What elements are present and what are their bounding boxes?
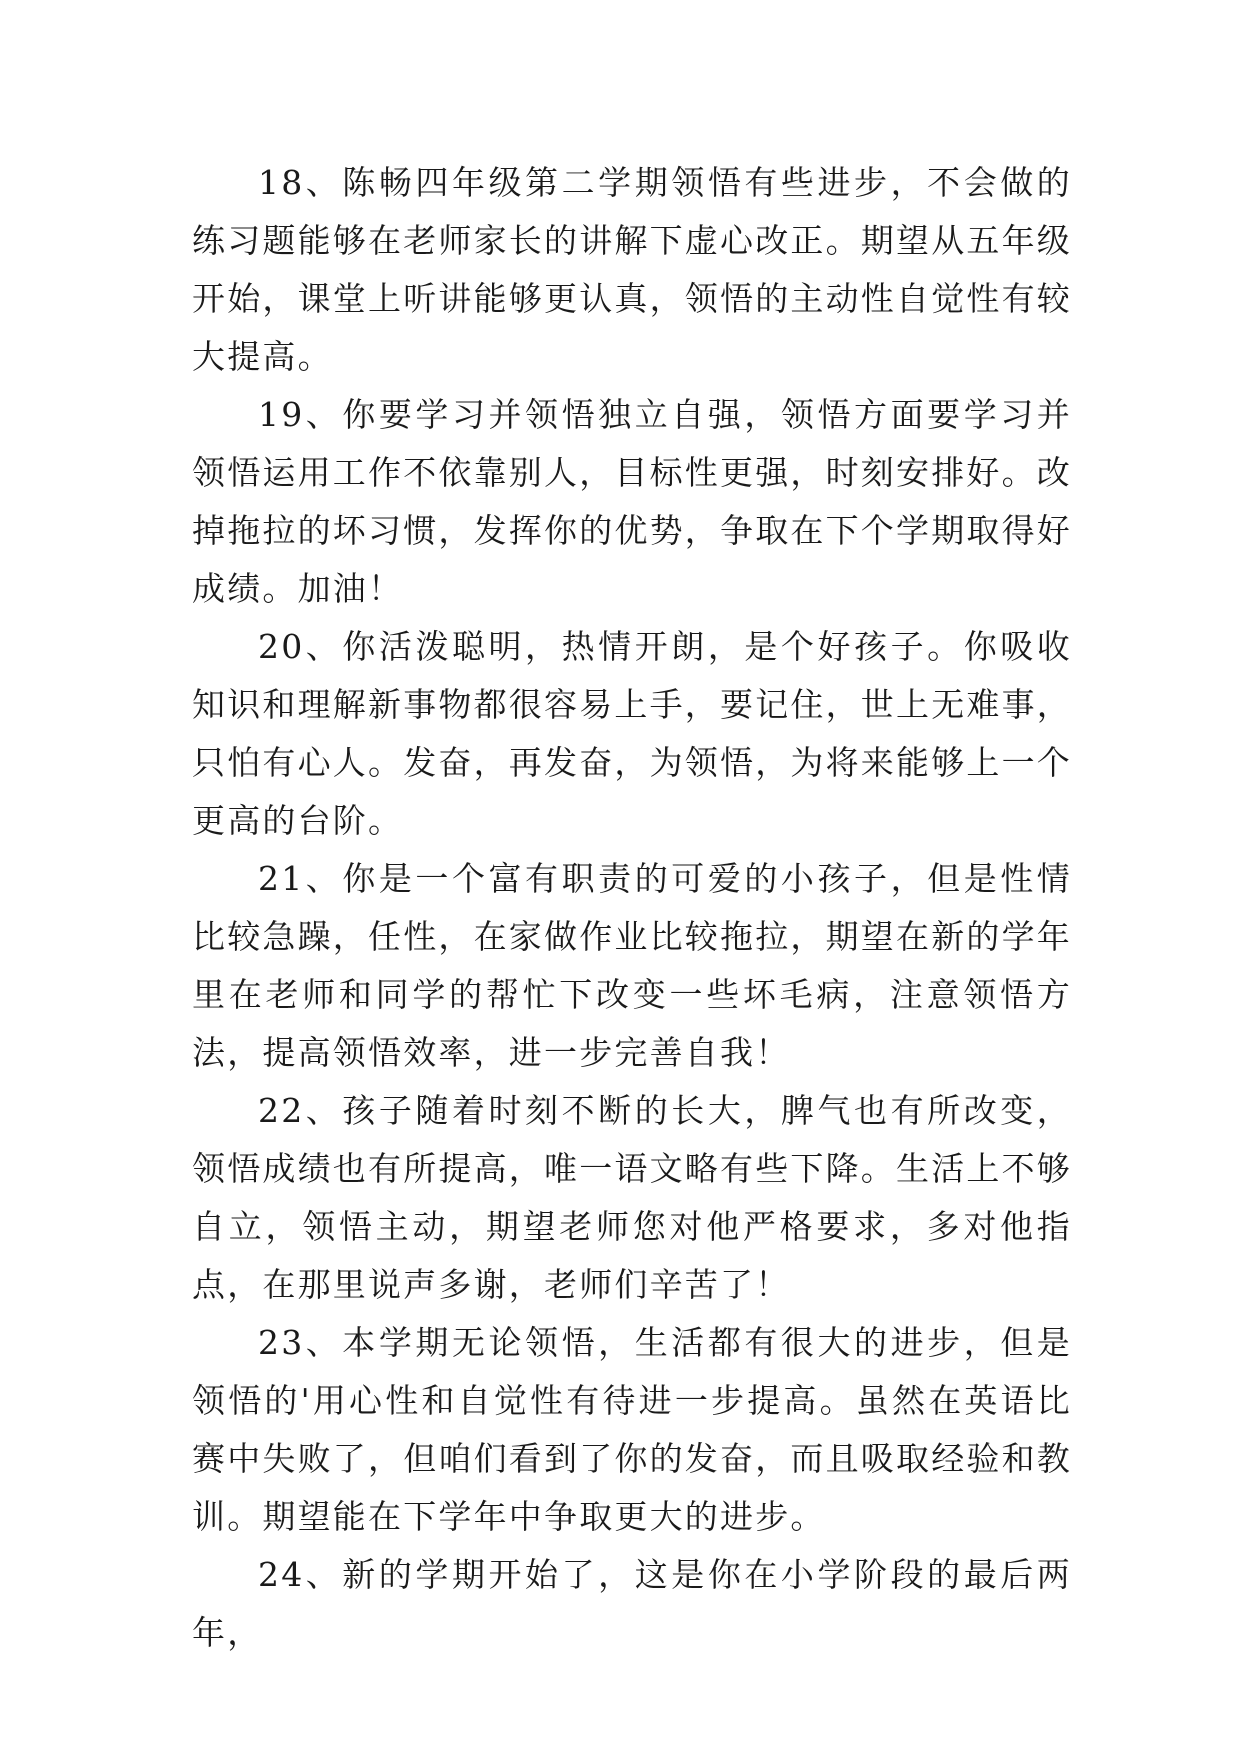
paragraph-23: 23、本学期无论领悟，生活都有很大的进步，但是领悟的'用心性和自觉性有待进一步提高。虽然在英语比赛中失败了，但咱们看到了你的发奋，而且吸取经验和教训。期望能在下学年中争取更大的进步。 [192, 1323, 1072, 1536]
paragraph-20: 20、你活泼聪明，热情开朗，是个好孩子。你吸收知识和理解新事物都很容易上手，要记住，世上无难事，只怕有心人。发奋，再发奋，为领悟，为将来能够上一个更高的台阶。 [192, 627, 1072, 840]
document-body [192, 154, 1072, 1662]
paragraph-18: 18、陈畅四年级第二学期领悟有些进步，不会做的练习题能够在老师家长的讲解下虚心改正。期望从五年级开始，课堂上听讲能够更认真，领悟的主动性自觉性有较大提高。 [192, 163, 1072, 376]
paragraph-24: 24、新的学期开始了，这是你在小学阶段的最后两年， [192, 1555, 1072, 1652]
paragraph-21: 21、你是一个富有职责的可爱的小孩子，但是性情比较急躁，任性，在家做作业比较拖拉，期望在新的学年里在老师和同学的帮忙下改变一些坏毛病，注意领悟方法，提高领悟效率，进一步完善自我！ [192, 859, 1072, 1072]
paragraph-19: 19、你要学习并领悟独立自强，领悟方面要学习并领悟运用工作不依靠别人，目标性更强，时刻安排好。改掉拖拉的坏习惯，发挥你的优势，争取在下个学期取得好成绩。加油！ [192, 395, 1072, 608]
paragraph-22: 22、孩子随着时刻不断的长大，脾气也有所改变，领悟成绩也有所提高，唯一语文略有些下降。生活上不够自立，领悟主动，期望老师您对他严格要求，多对他指点，在那里说声多谢，老师们辛苦了！ [192, 1091, 1072, 1304]
